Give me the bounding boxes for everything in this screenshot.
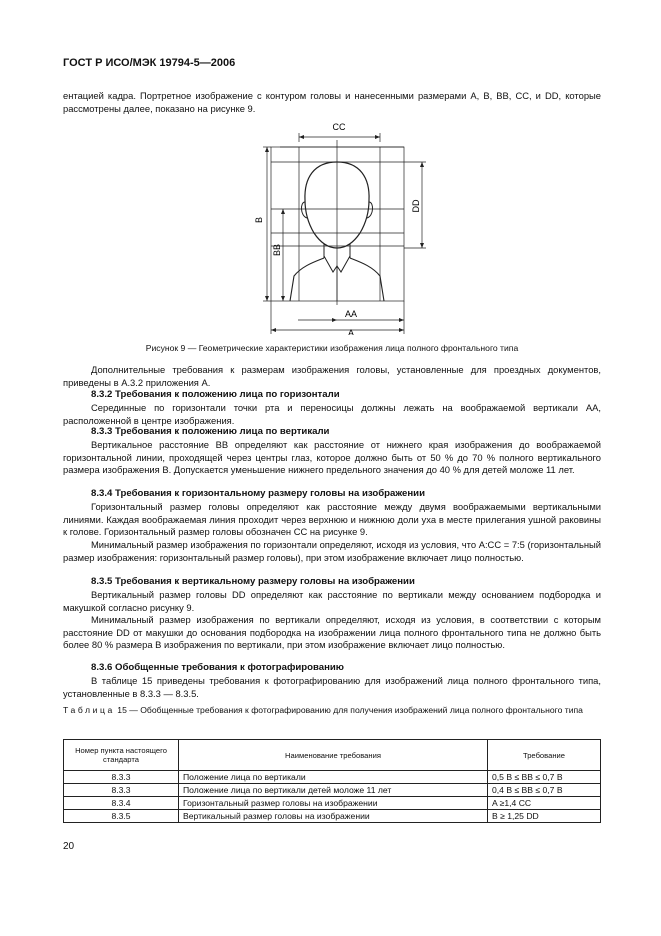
column-header-requirement-name: Наименование требования [179,740,488,771]
label-b: B [254,216,264,224]
section-8-3-6-text: В таблице 15 приведены требования к фотографированию для изображений лица полного фронтального типа, установленные в 8.3.3 — 8.3.5. [63,675,601,699]
table-row [64,784,601,797]
label-bb: BB [272,243,282,257]
section-8-3-2-text: Серединные по горизонтали точки рта и переносицы должны лежать на воображаемой вертикали AA, расположенной в центре изображения. [63,402,601,426]
section-8-3-3-title: 8.3.3 Требования к положению лица по вертикали [91,426,330,437]
column-header-clause: Номер пункта настоящего стандарта [64,740,179,771]
figure-caption: Рисунок 9 — Геометрические характеристики изображения лица полного фронтального типа [145,343,519,353]
cell-requirement: B ≥ 1,25 DD [488,810,601,823]
cell-clause: 8.3.4 [64,797,179,810]
label-aa: AA [344,309,358,319]
section-8-3-6-title: 8.3.6 Обобщенные требования к фотографированию [91,662,344,673]
cell-clause: 8.3.3 [64,771,179,784]
paragraph-additional: Дополнительные требования к размерам изображения головы, установленные для проездных документов, приведены в А.3.2 приложения А. [63,364,601,388]
label-a: A [347,328,355,335]
section-8-3-4-title: 8.3.4 Требования к горизонтальному размеру головы на изображении [91,488,425,499]
section-8-3-3-text: Вертикальное расстояние BB определяют как расстояние от нижнего края изображения до воображаемой горизонтальной линии, проходящей через центры глаз, которое должно быть от 50 % до 70 % полного вертикального размера изображения B. Допускается уменьшение нижнего предельного значения до 40 % для детей моложе 11 лет. [63,439,601,475]
cell-requirement: A ≥1,4 CC [488,797,601,810]
section-8-3-2-title: 8.3.2 Требования к положению лица по горизонтали [91,389,340,400]
figure-9-head-diagram [250,120,430,335]
table-row [64,797,601,810]
label-cc: CC [332,122,346,132]
table-row [64,810,601,823]
page-number: 20 [63,841,75,852]
cell-requirement-name: Вертикальный размер головы на изображении [179,810,488,823]
intro-paragraph: ентацией кадра. Портретное изображение с контуром головы и нанесенными размерами A, B, BB, CC, и DD, которые рассмотрены далее, показано на рисунке 9. [63,90,601,114]
table-caption-rest: 15 — Обобщенные требования к фотографированию для получения изображений лица полного фронтального типа [114,705,583,715]
table-row [64,771,601,784]
requirements-table [63,739,601,823]
cell-clause: 8.3.3 [64,784,179,797]
cell-requirement: 0,4 B ≤ BB ≤ 0,7 B [488,784,601,797]
section-8-3-4-text2: Минимальный размер изображения по горизонтали определяют, исходя из условия, что A:CC = 7:5 (горизонтальный размер изображения: горизонтальный размер головы), при этом изображение включает лицо полностью. [63,539,601,563]
cell-requirement: 0,5 B ≤ BB ≤ 0,7 B [488,771,601,784]
cell-requirement-name: Положение лица по вертикали детей моложе 11 лет [179,784,488,797]
cell-requirement-name: Горизонтальный размер головы на изображении [179,797,488,810]
label-dd: DD [411,199,421,213]
section-8-3-5-text2: Минимальный размер изображения по вертикали определяют, исходя из условия, в соответствии с которым расстояние DD от макушки до основания подбородка на изображении лица полного фронтального типа не должно быть более 80 % размера B изображения по вертикали, при этом изображение включает лицо полностью. [63,614,601,650]
section-8-3-5-text1: Вертикальный размер головы DD определяют как расстояние по вертикали между основанием подбородка и макушкой согласно рисунку 9. [63,589,601,613]
table-caption-lead: Таблица [63,705,115,715]
document-header: ГОСТ Р ИСО/МЭК 19794-5—2006 [63,57,236,69]
section-8-3-5-title: 8.3.5 Требования к вертикальному размеру головы на изображении [91,576,415,587]
table-caption [63,704,601,716]
image-frame [271,147,404,301]
column-header-requirement: Требование [488,740,601,771]
section-8-3-4-text1: Горизонтальный размер головы определяют как расстояние между двумя воображаемыми вертикальными линиями. Каждая воображаемая линия проходит через верхнюю и нижнюю доли уха в месте прилегания ушной раковины к голове. Горизонтальный размер головы обозначен CC на рисунке 9. [63,501,601,537]
table-header-row [64,740,601,771]
cell-clause: 8.3.5 [64,810,179,823]
cell-requirement-name: Положение лица по вертикали [179,771,488,784]
